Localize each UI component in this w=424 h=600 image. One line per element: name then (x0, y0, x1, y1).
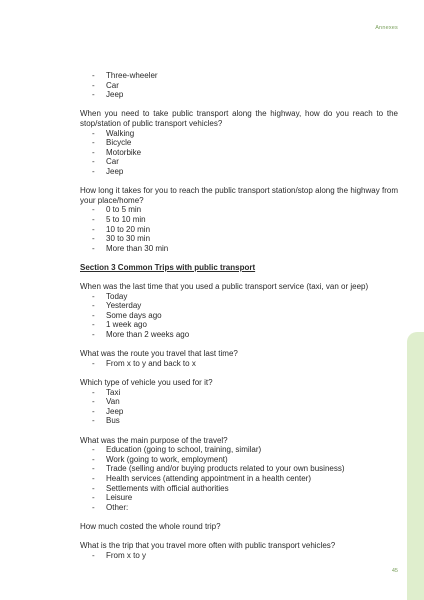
paragraph-gap (80, 426, 398, 436)
option-item: - More than 30 min (80, 244, 398, 254)
question-text: What is the trip that you travel more often with public transport vehicles? (80, 541, 336, 551)
option-item: - Some days ago (80, 311, 398, 321)
option-list (80, 129, 398, 177)
option-item: - Jeep (80, 407, 398, 417)
question-text: How long it takes for you to reach the public transport station/stop along the highway from your place/home? (80, 186, 398, 205)
option-item: - Education (going to school, training, similar) (80, 445, 398, 455)
option-item: - Leisure (80, 493, 398, 503)
option-item: - From x to y and back to x (80, 359, 398, 369)
option-item: - 1 week ago (80, 320, 398, 330)
question-text: How much costed the whole round trip? (80, 521, 221, 531)
option-item: - Bus (80, 416, 398, 426)
option-item: - Car (80, 157, 398, 167)
option-item: - Taxi (80, 388, 398, 398)
option-item: - More than 2 weeks ago (80, 330, 398, 340)
option-item: - 10 to 20 min (80, 225, 398, 235)
section-heading: Section 3 Common Trips with public transport (80, 262, 256, 272)
option-item: - Trade (selling and/or buying products related to your own business) (80, 464, 398, 474)
option-item: - Jeep (80, 90, 398, 100)
option-item: - Motorbike (80, 148, 398, 158)
option-list (80, 388, 398, 426)
paragraph-gap (80, 340, 398, 350)
page-number: 45 (391, 568, 398, 574)
option-list (80, 71, 398, 100)
paragraph-gap (80, 512, 398, 522)
option-item: - Work (going to work, employment) (80, 455, 398, 465)
option-list (80, 205, 398, 253)
option-list (80, 551, 398, 561)
option-item: - Yesterday (80, 301, 398, 311)
paragraph-gap (80, 272, 398, 282)
question-text: Which type of vehicle you used for it? (80, 378, 213, 387)
paragraph-gap (80, 368, 398, 378)
option-item: - Today (80, 292, 398, 302)
option-item: - 0 to 5 min (80, 205, 398, 215)
option-list (80, 359, 398, 369)
option-item: - Other: (80, 503, 398, 513)
option-item: - 30 to 30 min (80, 234, 398, 244)
option-item: - Health services (attending appointment in a health center) (80, 474, 398, 484)
page-header-label: Annexes (375, 25, 398, 31)
option-item: - From x to y (80, 551, 398, 561)
option-item: - Jeep (80, 167, 398, 177)
question-text: What was the main purpose of the travel? (80, 435, 228, 445)
option-item: - 5 to 10 min (80, 215, 398, 225)
question-text: When was the last time that you used a public transport service (taxi, van or jeep) (80, 282, 369, 292)
option-item: - Settlements with official authorities (80, 484, 398, 494)
option-item: - Three-wheeler (80, 71, 398, 81)
paragraph-gap (80, 177, 398, 187)
option-item: - Walking (80, 129, 398, 139)
question-text: When you need to take public transport along the highway, how do you reach to the stop/station of public transport vehicles? (80, 109, 398, 128)
paragraph-gap (80, 100, 398, 110)
option-item: - Van (80, 397, 398, 407)
option-list (80, 292, 398, 340)
paragraph-gap (80, 253, 398, 263)
paragraph-gap (80, 532, 398, 542)
question-text: What was the route you travel that last time? (80, 349, 238, 359)
side-decorative-bar (407, 332, 424, 600)
option-list (80, 445, 398, 512)
option-item: - Bicycle (80, 138, 398, 148)
document-body (80, 71, 398, 560)
option-item: - Car (80, 81, 398, 91)
